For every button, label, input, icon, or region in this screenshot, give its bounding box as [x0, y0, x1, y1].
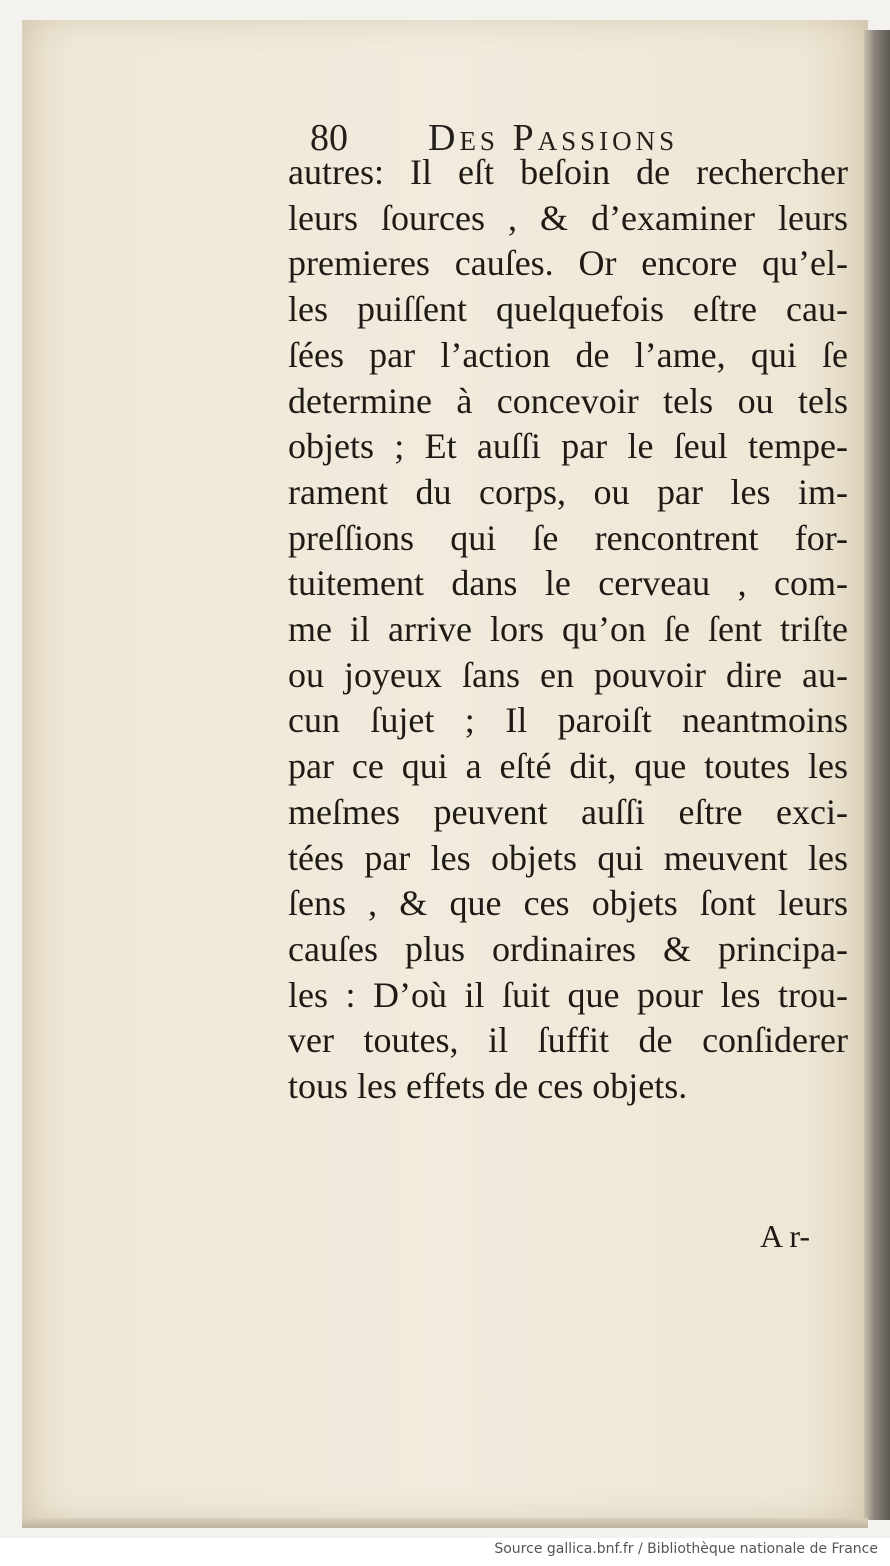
text-line: ver toutes, il ſuffit de conſiderer: [288, 1020, 848, 1061]
text-line: ſées par l’action de l’ame, qui ſe: [288, 334, 848, 375]
text-line: ou joyeux ſans en pouvoir dire au-: [288, 654, 848, 695]
text-line: tous les effets de ces objets.: [288, 1066, 688, 1107]
text-line: meſmes peuvent auſſi eſtre exci-: [288, 791, 848, 832]
text-line: me il arrive lors qu’on ſe ſent triſte: [288, 609, 848, 650]
body-text: [288, 150, 848, 1110]
text-line: leurs ſources , & d’examiner leurs: [288, 197, 848, 238]
text-line: cun ſujet ; Il paroiſt neantmoins: [288, 700, 848, 741]
page-number: 80: [310, 117, 348, 159]
running-head: Des Passions: [428, 117, 679, 159]
text-line: tuitement dans le cerveau , com-: [288, 563, 848, 604]
page-bottom-edge: [22, 1518, 868, 1528]
text-line: autres: Il eſt beſoin de rechercher: [288, 152, 848, 192]
text-line: rament du corps, ou par les im-: [288, 471, 848, 512]
text-line: determine à concevoir tels ou tels: [288, 380, 848, 421]
text-line: tées par les objets qui meuvent les: [288, 837, 848, 878]
catchword: A r-: [760, 1218, 811, 1254]
text-line: les : D’où il ſuit que pour les trou-: [288, 974, 848, 1015]
text-line: ſens , & que ces objets ſont leurs: [288, 883, 848, 924]
text-line: les puiſſent quelquefois eſtre cau-: [288, 289, 848, 330]
text-line: objets ; Et auſſi par le ſeul tempe-: [288, 426, 848, 467]
text-line: preſſions qui ſe rencontrent for-: [288, 517, 848, 558]
text-line: premieres cauſes. Or encore qu’el-: [288, 243, 848, 284]
page-fore-edge: [864, 30, 890, 1520]
text-line: cauſes plus ordinaires & principa-: [288, 928, 848, 969]
text-line: par ce qui a eſté dit, que toutes les: [288, 746, 848, 787]
source-credit: Source gallica.bnf.fr / Bibliothèque nationale de France: [494, 1541, 878, 1557]
